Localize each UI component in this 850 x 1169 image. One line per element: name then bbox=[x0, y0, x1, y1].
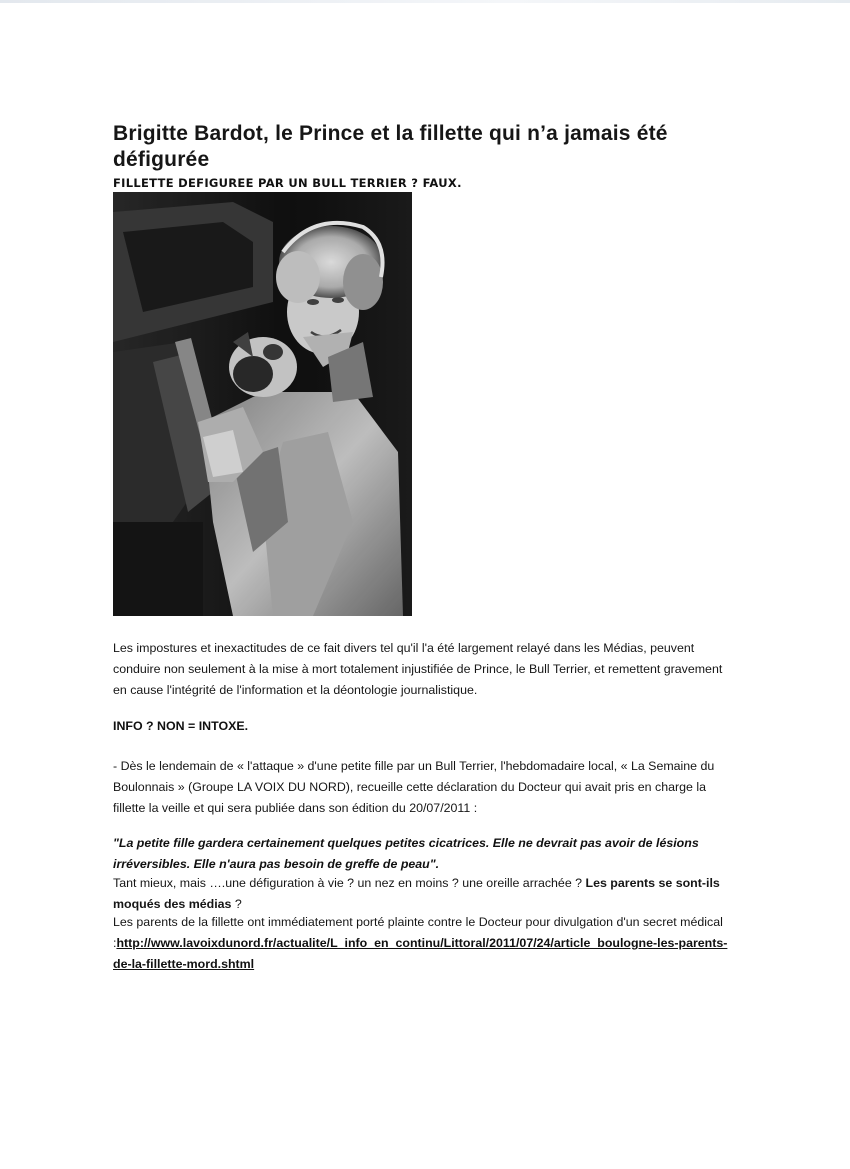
question-emphasis: Les parents se sont-ils moqués des médias bbox=[113, 876, 720, 911]
intro-paragraph: Les impostures et inexactitudes de ce fait divers tel qu'il l'a été largement relayé dans les Médias, peuvent conduire non seulement à la mise à mort totalement injustifiée de Prince, le Bull Terrier, et remettent gravement en cause l'intégrité de l'information et la déontologie journalistique. bbox=[113, 641, 723, 697]
complaint-text: Les parents de la fillette ont immédiatement porté plainte contre le Docteur pour divulgation d'un secret médical : bbox=[113, 915, 723, 950]
question-paragraph bbox=[113, 873, 733, 915]
question-text: Tant mieux, mais ….une défiguration à vie ? un nez en moins ? une oreille arrachée ? bbox=[113, 876, 586, 890]
info-heading: INFO ? NON = INTOXE. bbox=[113, 719, 249, 733]
doctor-quote: "La petite fille gardera certainement quelques petites cicatrices. Elle ne devrait pas avoir de lésions irréversibles. Elle n'aura pas besoin de greffe de peau". bbox=[113, 836, 699, 871]
article-photo bbox=[113, 192, 412, 616]
declaration-paragraph: - Dès le lendemain de « l'attaque » d'une petite fille par un Bull Terrier, l'hebdomadaire local, « La Semaine du Boulonnais » (Groupe LA VOIX DU NORD), recueille cette déclaration du Docteur qui avait pris en charge la fillette la veille et qui sera publiée dans son édition du 20/07/2011 : bbox=[113, 759, 715, 815]
complaint-paragraph bbox=[113, 912, 733, 975]
scan-edge bbox=[0, 0, 850, 3]
question-tail: ? bbox=[231, 897, 242, 911]
article-subtitle: FILLETTE DEFIGUREE PAR UN BULL TERRIER ? FAUX. bbox=[113, 176, 462, 190]
article-title: Brigitte Bardot, le Prince et la fillette qui n’a jamais été défigurée bbox=[113, 122, 668, 171]
source-link[interactable]: http://www.lavoixdunord.fr/actualite/L_info_en_continu/Littoral/2011/07/24/article_boulogne-les-parents-de-la-fillette-mord.shtml bbox=[113, 936, 728, 971]
photograph-icon bbox=[113, 192, 412, 616]
